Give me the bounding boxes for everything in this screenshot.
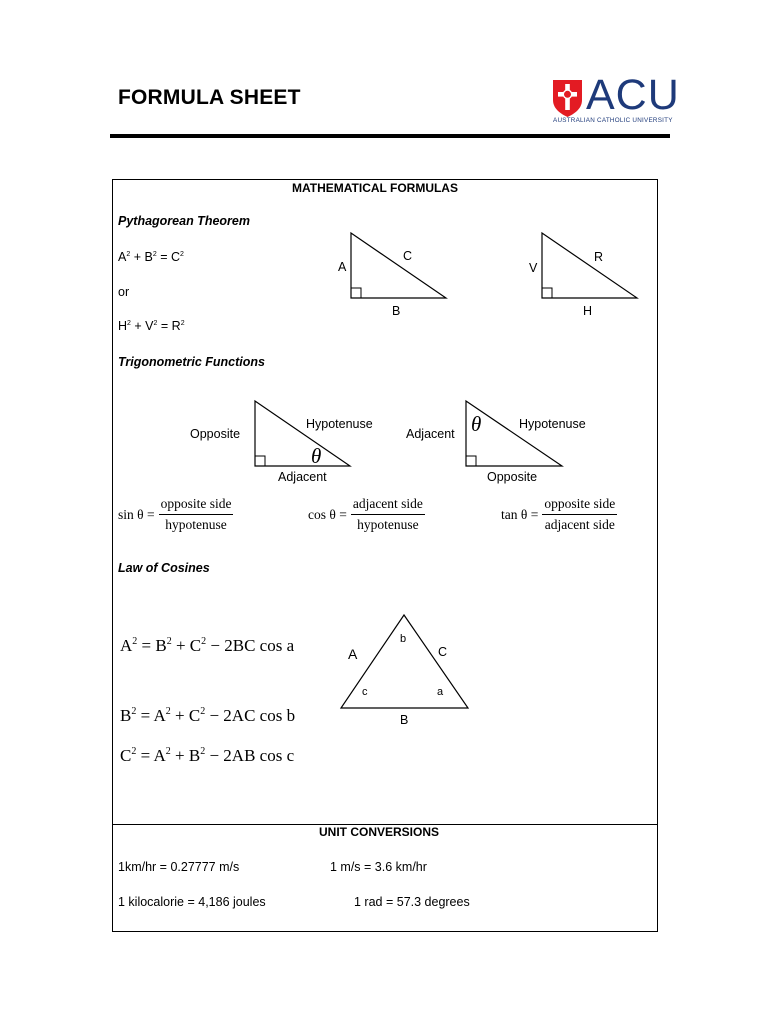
- logo-text: ACU: [586, 71, 680, 119]
- tan-formula: tan θ = $\frac{\text{opposite side}}{\text{adjacent side}}$: [501, 496, 616, 532]
- trig1-theta: θ: [311, 444, 322, 468]
- cos-label-A: A: [348, 646, 358, 662]
- units-heading: UNIT CONVERSIONS: [319, 825, 440, 839]
- trig-heading: Trigonometric Functions: [118, 355, 265, 369]
- trig-triangle-1: [255, 401, 350, 466]
- cos-formula: cos θ = $\frac{\text{adjacent side}}{\text{hypotenuse}}$: [308, 496, 423, 532]
- sin-formula: sin θ = $\frac{\text{opposite side}}{\text{hypotenuse}}$: [118, 496, 232, 532]
- cos-label-angle-c: c: [362, 686, 368, 698]
- pythagoras-triangle-2: [542, 233, 637, 298]
- trig1-label-hypotenuse: Hypotenuse: [306, 417, 373, 431]
- cos-label-angle-b: b: [400, 633, 407, 645]
- trig2-label-adjacent: Adjacent: [406, 427, 455, 441]
- cosines-formula-a: $A^2 = B^2 + C^2 - 2BC$ cos a: [120, 636, 295, 655]
- pyth1-label-c: C: [403, 249, 413, 263]
- cosines-formula-c: $C^2 = A^2 + B^2 - 2AB$ cos c: [120, 746, 295, 765]
- trig1-label-adjacent: Adjacent: [278, 470, 327, 484]
- unit-conversion-2: 1 m/s = 3.6 km/hr: [330, 860, 427, 874]
- cos-label-angle-a: a: [437, 686, 444, 698]
- trig2-theta: θ: [471, 412, 482, 436]
- pyth2-label-h: H: [583, 304, 593, 318]
- pythagoras-heading: Pythagorean Theorem: [118, 214, 250, 228]
- pythagoras-formula-2: $H^2 + V^2 = R^2$: [118, 319, 185, 333]
- math-heading: MATHEMATICAL FORMULAS: [292, 181, 458, 195]
- pyth2-label-v: V: [529, 261, 538, 275]
- cos-label-C: C: [438, 645, 448, 659]
- page-title: FORMULA SHEET: [118, 86, 301, 109]
- pyth1-label-a: A: [338, 260, 347, 274]
- cosines-triangle: [341, 615, 468, 708]
- cosines-formula-b: $B^2 = A^2 + C^2 - 2AC$ cos b: [120, 706, 296, 725]
- pythagoras-formula-1: $A^2 + B^2 = C^2$: [118, 250, 184, 264]
- cosines-heading: Law of Cosines: [118, 561, 210, 575]
- pyth1-label-b: B: [392, 304, 401, 318]
- pythagoras-triangle-1: [351, 233, 446, 298]
- cos-label-B: B: [400, 713, 409, 727]
- unit-conversion-3: 1 kilocalorie = 4,186 joules: [118, 895, 266, 909]
- pythagoras-or: or: [118, 285, 130, 299]
- trig2-label-opposite: Opposite: [487, 470, 538, 484]
- trig1-label-opposite: Opposite: [190, 427, 241, 441]
- unit-conversion-1: 1km/hr = 0.27777 m/s: [118, 860, 240, 874]
- logo-subtitle: AUSTRALIAN CATHOLIC UNIVERSITY: [553, 117, 673, 124]
- trig2-label-hypotenuse: Hypotenuse: [519, 417, 586, 431]
- pyth2-label-r: R: [594, 250, 604, 264]
- unit-conversion-4: 1 rad = 57.3 degrees: [354, 895, 470, 909]
